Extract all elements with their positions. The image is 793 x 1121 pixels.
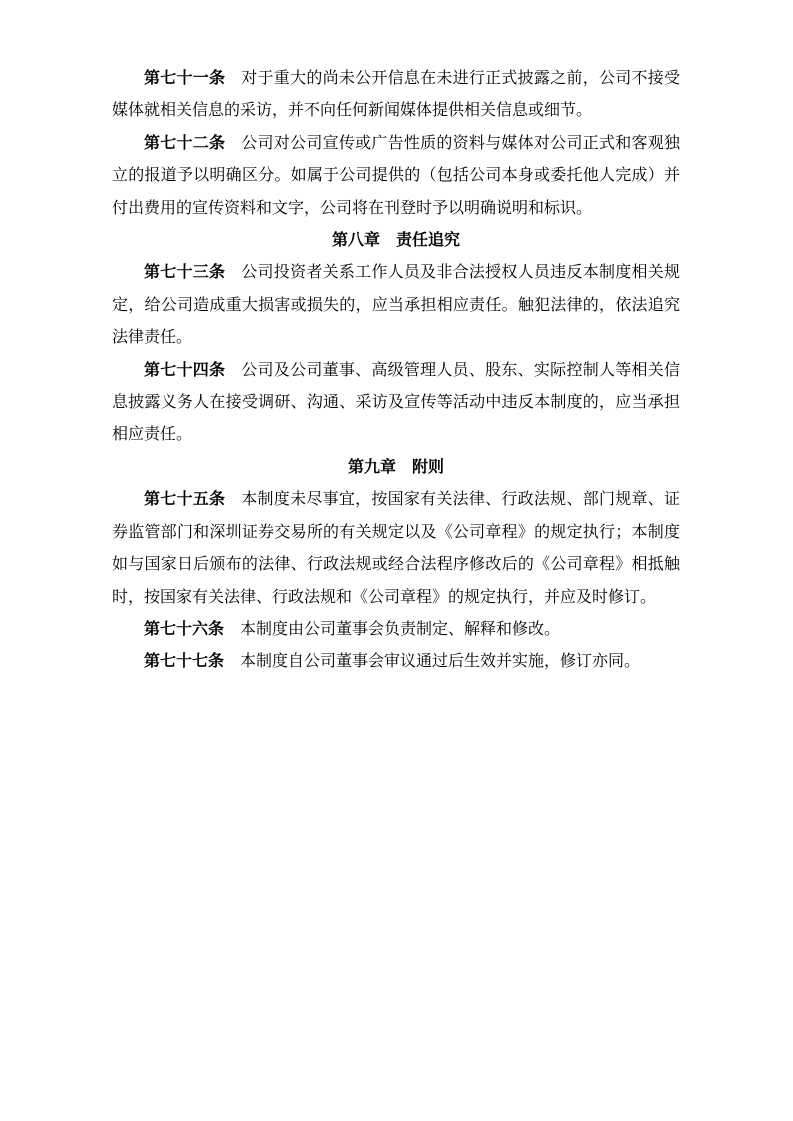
chapter-title: 附则 (412, 458, 445, 476)
article-text: 本制度未尽事宜，按国家有关法律、行政法规、部门规章、证券监管部门和深圳证券交易所的有关规定以及《公司章程》的规定执行；本制度如与国家日后颁布的法律、行政法规或经合法程序修改后的《公司章程》相抵触时，按国家有关法律、行政法规和《公司章程》的规定执行，并应及时修订。 (112, 491, 680, 606)
chapter-heading (112, 452, 680, 484)
article-text: 对于重大的尚未公开信息在未进行正式披露之前，公司不接受媒体就相关信息的采访，并不向任何新闻媒体提供相关信息或细节。 (112, 70, 680, 120)
document-body (112, 63, 680, 679)
chapter-heading (112, 225, 680, 257)
article-number: 第七十三条 (144, 264, 226, 282)
article-number: 第七十一条 (144, 70, 226, 87)
article-text: 公司投资者关系工作人员及非合法授权人员违反本制度相关规定，给公司造成重大损害或损失的，应当承担相应责任。触犯法律的，依法追究法律责任。 (112, 264, 680, 347)
article-paragraph (112, 63, 680, 128)
chapter-number: 第九章 (347, 458, 396, 476)
chapter-title: 责任追究 (396, 232, 461, 250)
article-number: 第七十六条 (144, 620, 225, 638)
article-paragraph (112, 128, 680, 225)
article-text: 本制度自公司董事会审议通过后生效并实施，修订亦同。 (240, 653, 641, 671)
article-number: 第七十五条 (144, 491, 226, 509)
article-paragraph (112, 614, 680, 646)
article-text: 公司及公司董事、高级管理人员、股东、实际控制人等相关信息披露义务人在接受调研、沟通、采访及宣传等活动中违反本制度的，应当承担相应责任。 (112, 361, 680, 444)
article-text: 公司对公司宣传或广告性质的资料与媒体对公司正式和客观独立的报道予以明确区分。如属于公司提供的（包括公司本身或委托他人完成）并付出费用的宣传资料和文字，公司将在刊登时予以明确说明和标识。 (112, 134, 680, 217)
article-number: 第七十七条 (144, 653, 225, 671)
article-number: 第七十二条 (144, 134, 226, 152)
article-paragraph (112, 484, 680, 614)
article-number: 第七十四条 (144, 361, 226, 379)
article-paragraph (112, 355, 680, 452)
article-paragraph (112, 257, 680, 354)
article-paragraph (112, 646, 680, 678)
chapter-number: 第八章 (331, 232, 380, 250)
article-text: 本制度由公司董事会负责制定、解释和修改。 (240, 620, 561, 638)
